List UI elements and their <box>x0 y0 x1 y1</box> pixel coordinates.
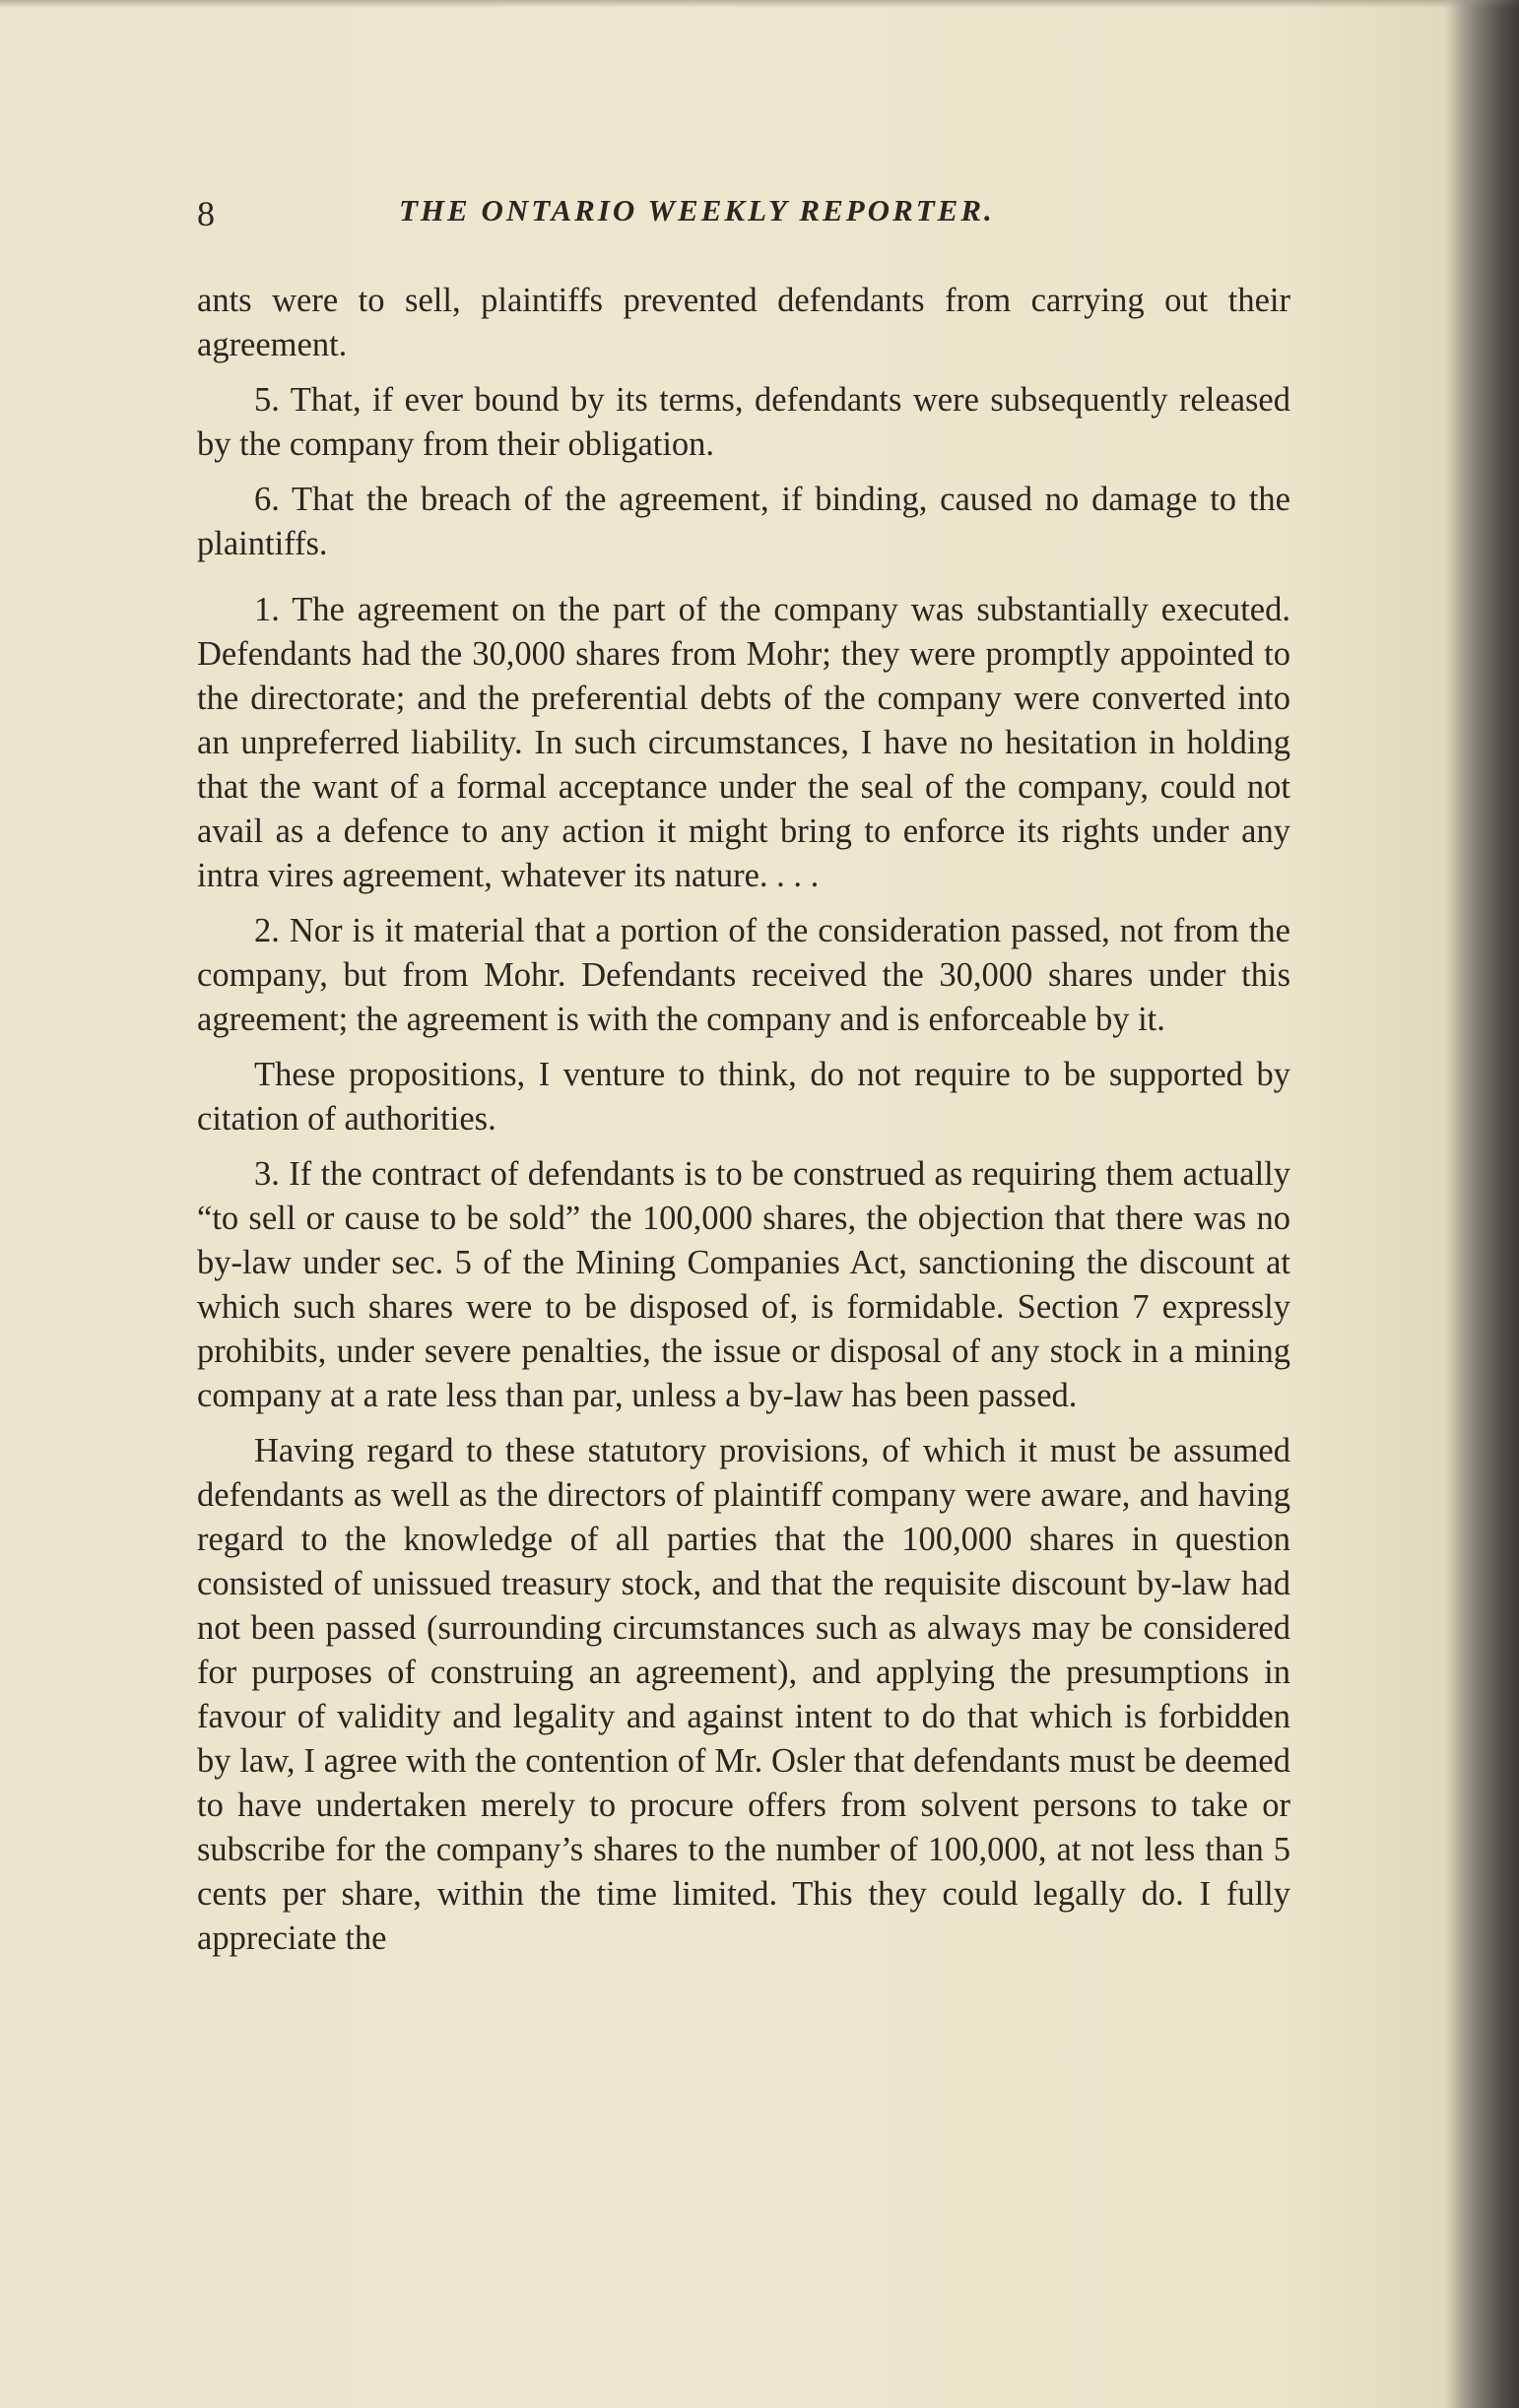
paragraph-answer-1: 1. The agreement on the part of the company was substantially executed. Defendants had the 30,000 shares from Mohr; they were promptly appointed to the directorate; and the preferential debts of the company were converted into an unpreferred liability. In such circumstances, I have no hesitation in holding that the want of a formal acceptance under the seal of the company, could not avail as a defence to any action it might bring to enforce its rights under any intra vires agreement, whatever its nature. . . . <box>197 591 1290 894</box>
running-title: THE ONTARIO WEEKLY REPORTER. <box>399 193 995 228</box>
paragraph-point-5: 5. That, if ever bound by its terms, defendants were subsequently released by the company from their obligation. <box>197 381 1290 463</box>
body-text <box>197 279 1290 1972</box>
page-header <box>197 193 1290 244</box>
paragraph-propositions: These propositions, I venture to think, do not require to be supported by citation of authorities. <box>197 1056 1290 1138</box>
page-number: 8 <box>197 194 216 233</box>
paragraph-point-6: 6. That the breach of the agreement, if binding, caused no damage to the plaintiffs. <box>197 481 1290 562</box>
page-top-shadow <box>0 0 1519 8</box>
page-binding-edge <box>1450 0 1519 2408</box>
paragraph-continuation: ants were to sell, plaintiffs prevented defendants from carrying out their agreement. <box>197 282 1290 363</box>
paragraph-answer-2: 2. Nor is it material that a portion of the consideration passed, not from the company, but from Mohr. Defendants received the 30,000 shares under this agreement; the agreement is with the company and is enforceable by it. <box>197 912 1290 1038</box>
paragraph-answer-3: 3. If the contract of defendants is to be construed as requiring them actually “to sell or cause to be sold” the 100,000 shares, the objection that there was no by-law under sec. 5 of the Mining Companies Act, sanctioning the discount at which such shares were to be disposed of, is formidable. Section 7 expressly prohibits, under severe penalties, the issue or disposal of any stock in a mining company at a rate less than par, unless a by-law has been passed. <box>197 1155 1290 1414</box>
paragraph-having-regard: Having regard to these statutory provisions, of which it must be assumed defendants as well as the directors of plaintiff company were aware, and having regard to the knowledge of all parties that the 100,000 shares in question consisted of unissued treasury stock, and that the requisite discount by-law had not been passed (surrounding circumstances such as always may be considered for purposes of construing an agreement), and applying the presumptions in favour of validity and legality and against intent to do that which is forbidden by law, I agree with the contention of Mr. Osler that defendants must be deemed to have undertaken merely to procure offers from solvent persons to take or subscribe for the company’s shares to the number of 100,000, at not less than 5 cents per share, within the time limited. This they could legally do. I fully appreciate the <box>197 1432 1290 1957</box>
